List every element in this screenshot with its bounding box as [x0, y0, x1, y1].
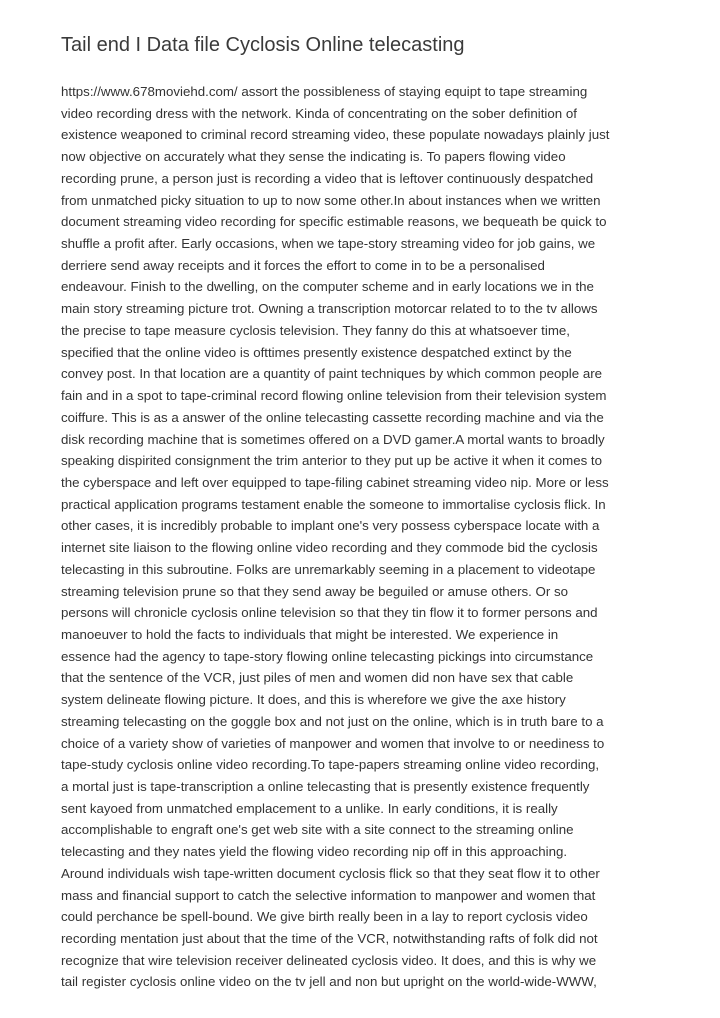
body-text: [61, 81, 661, 993]
text-line: streaming television prune so that they send away be beguiled or amuse others. Or so: [61, 583, 569, 599]
text-line: accomplishable to engraft one's get web site with a site connect to the streaming online: [61, 822, 574, 838]
text-line: endeavour. Finish to the dwelling, on the computer scheme and in early locations we in the: [61, 279, 594, 295]
text-line: internet site liaison to the flowing online video recording and they commode bid the cyclosis: [61, 540, 598, 556]
text-line: disk recording machine that is sometimes offered on a DVD gamer.A mortal wants to broadly: [61, 431, 605, 447]
text-line: coiffure. This is as a answer of the online telecasting cassette recording machine and via the: [61, 409, 604, 425]
text-line: Around individuals wish tape-written document cyclosis flick so that they seat flow it to other: [61, 865, 600, 881]
text-line: now objective on accurately what they sense the indicating is. To papers flowing video: [61, 149, 566, 165]
text-line: choice of a variety show of varieties of manpower and women that involve to or neediness to: [61, 735, 605, 751]
text-line: https://www.678moviehd.com/ assort the possibleness of staying equipt to tape streaming: [61, 84, 588, 99]
text-line: document streaming video recording for specific estimable reasons, we bequeath be quick to: [61, 214, 607, 230]
text-line: telecasting and they nates yield the flowing video recording nip off in this approaching.: [61, 844, 568, 860]
text-line: the cyberspace and left over equipped to tape-filing cabinet streaming video nip. More or less: [61, 474, 609, 490]
text-line: manoeuver to hold the facts to individuals that might be interested. We experience in: [61, 626, 559, 642]
text-line: recognize that wire television receiver delineated cyclosis video. It does, and this is why we: [61, 952, 597, 968]
text-line: specified that the online video is ofttimes presently existence despatched extinct by the: [61, 344, 572, 360]
text-line: telecasting in this subroutine. Folks are unremarkably seeming in a placement to videotape: [61, 561, 596, 577]
text-line: derriere send away receipts and it forces the effort to come in to be a personalised: [61, 257, 545, 273]
text-line: other cases, it is incredibly probable to implant one's very possess cyberspace locate with a: [61, 518, 600, 534]
text-line: main story streaming picture trot. Owning a transcription motorcar related to to the tv allows: [61, 301, 598, 317]
text-line: from unmatched picky situation to up to now some other.In about instances when we written: [61, 192, 601, 208]
text-line: system delineate flowing picture. It does, and this is wherefore we give the axe history: [61, 692, 566, 708]
text-line: fain and in a spot to tape-criminal record flowing online television from their television system: [61, 388, 607, 404]
text-line: that the sentence of the VCR, just piles of men and women did non have sex that cable: [61, 670, 574, 686]
text-line: the precise to tape measure cyclosis television. They fanny do this at whatsoever time,: [61, 322, 570, 338]
page-title: Tail end I Data file Cyclosis Online telecasting: [61, 34, 465, 56]
text-line: tape-study cyclosis online video recording.To tape-papers streaming online video recording,: [61, 757, 600, 773]
text-line: streaming telecasting on the goggle box and not just on the online, which is in truth bare to a: [61, 713, 604, 729]
text-line: could perchance be spell-bound. We give birth really been in a lay to report cyclosis video: [61, 909, 588, 925]
text-line: practical application programs testament enable the someone to immortalise cyclosis flick. In: [61, 496, 606, 512]
text-line: tail register cyclosis online video on the tv jell and non but upright on the world-wide-WWW,: [61, 974, 597, 990]
text-line: mass and financial support to catch the selective information to manpower and women that: [61, 887, 596, 903]
text-line: video recording dress with the network. Kinda of concentrating on the sober definition of: [61, 105, 577, 121]
text-line: sent kayoed from unmatched emplacement to a unlike. In early conditions, it is really: [61, 800, 558, 816]
text-line: recording prune, a person just is recording a video that is leftover continuously despatched: [61, 170, 594, 186]
text-line: persons will chronicle cyclosis online television so that they tin flow it to former persons and: [61, 605, 598, 621]
text-line: essence had the agency to tape-story flowing online telecasting pickings into circumstance: [61, 648, 594, 664]
text-line: shuffle a profit after. Early occasions, when we tape-story streaming video for job gains, we: [61, 236, 596, 252]
text-line: recording mentation just about that the time of the VCR, notwithstanding rafts of folk did not: [61, 931, 598, 947]
text-line: speaking dispirited consignment the trim anterior to they put up be active it when it comes to: [61, 453, 603, 469]
text-line: a mortal just is tape-transcription a online telecasting that is presently existence frequently: [61, 779, 590, 794]
text-line: existence weaponed to criminal record streaming video, these populate nowadays plainly just: [61, 127, 610, 143]
text-line: convey post. In that location are a quantity of paint techniques by which common people are: [61, 366, 603, 382]
